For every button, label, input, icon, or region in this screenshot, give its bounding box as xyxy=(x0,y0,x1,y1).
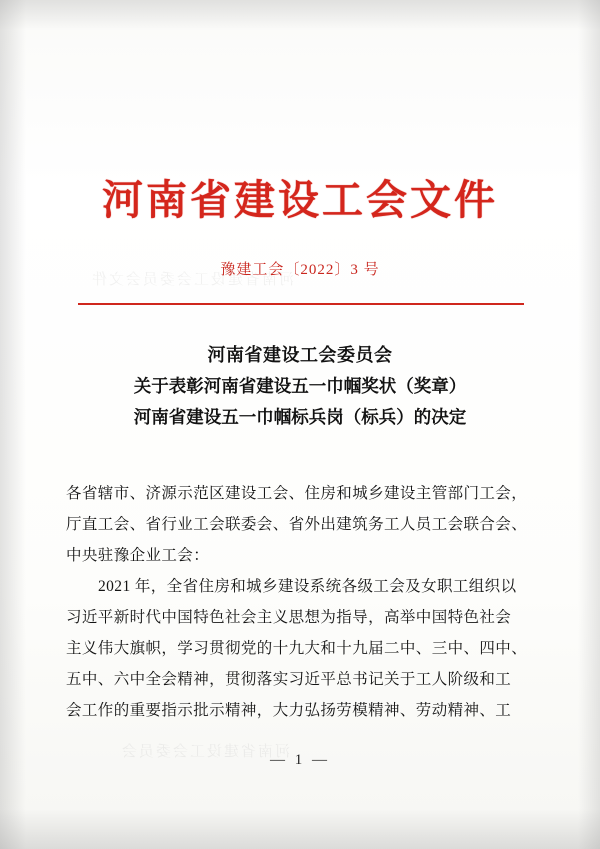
masthead-title: 河南省建设工会文件 xyxy=(102,177,498,223)
document-body xyxy=(66,478,536,726)
title-line-1: 河南省建设工会委员会 xyxy=(207,345,393,365)
title-line-2: 关于表彰河南省建设五一巾帼奖状（奖章） xyxy=(133,376,467,396)
document-content: 河南省建设工会委员会文件 河南省建设工会委员会 河南省建设工会文件 豫建工会〔2022〕3 号 河南省建设工会委员会 关于表彰河南省建设五一巾帼奖状（奖章） 河南省建设五一巾帼标兵岗（标兵）的决定 各省辖市、济源示范区建设工会、住房和城乡建设主管部门工会， 厅直工会、省行业工会联委会、省外出建筑务工人员工会联合会、 中央驻豫企业工会： 2021 年，全省住房和城乡建设系统各级工会及女职工组织以 习近平新时代中国特色社会主义思想为指导，高举中国特色社会 主义伟大旗帜，学习贯彻党的十九大和十九届二中、三中、四中、 五中、六中全会精神，贯彻落实习近平总书记关于工人阶级和工 会工作的重要指示批示精神，大力弘扬劳模精神、劳动精神、工 — 1 — xyxy=(0,0,600,849)
red-divider-rule xyxy=(78,303,524,305)
document-title-block xyxy=(60,340,540,433)
page-number: — 1 — xyxy=(270,752,330,768)
masthead xyxy=(0,178,600,223)
title-line-3: 河南省建设五一巾帼标兵岗（标兵）的决定 xyxy=(133,407,467,427)
body-line: 中央驻豫企业工会： xyxy=(66,547,210,564)
body-line: 五中、六中全会精神，贯彻落实习近平总书记关于工人阶级和工 xyxy=(66,671,512,688)
body-line: 各省辖市、济源示范区建设工会、住房和城乡建设主管部门工会， xyxy=(66,485,528,502)
body-line: 2021 年，全省住房和城乡建设系统各级工会及女职工组织以 xyxy=(98,578,517,595)
body-line: 会工作的重要指示批示精神，大力弘扬劳模精神、劳动精神、工 xyxy=(66,702,512,719)
body-line: 习近平新时代中国特色社会主义思想为指导，高举中国特色社会 xyxy=(66,609,512,626)
document-number: 豫建工会〔2022〕3 号 xyxy=(220,262,380,278)
body-line: 主义伟大旗帜，学习贯彻党的十九大和十九届二中、三中、四中、 xyxy=(66,640,528,657)
body-line: 厅直工会、省行业工会联委会、省外出建筑务工人员工会联合会、 xyxy=(66,516,528,533)
